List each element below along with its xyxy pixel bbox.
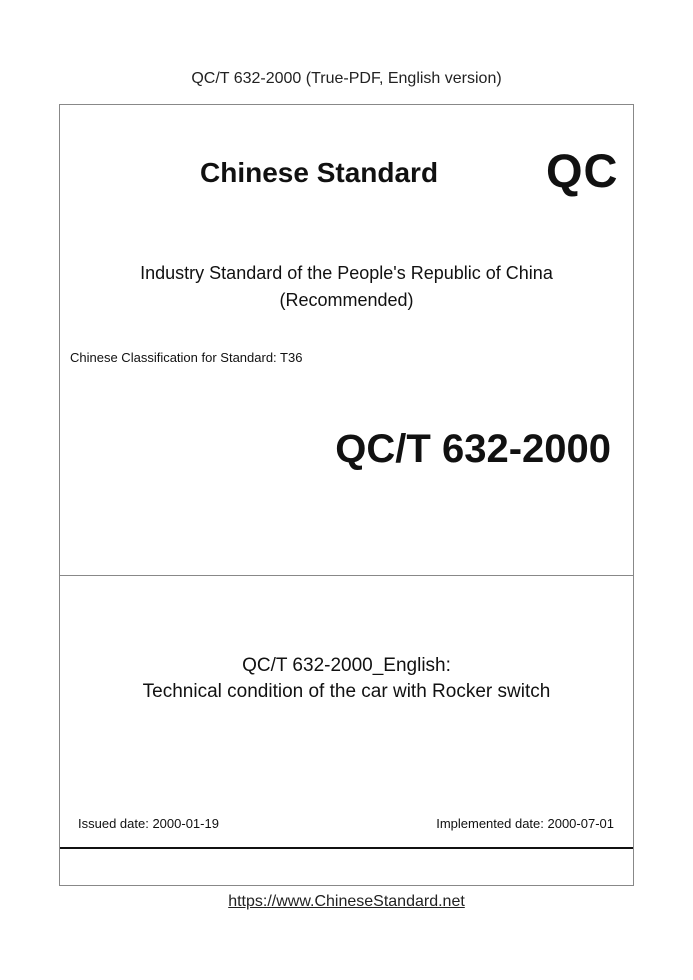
classification-text: Chinese Classification for Standard: T36 bbox=[70, 350, 303, 365]
running-header: QC/T 632-2000 (True-PDF, English version) bbox=[191, 70, 502, 87]
subtitle-line-1: Industry Standard of the People's Republic of China bbox=[140, 263, 553, 283]
document-title-line-1: QC/T 632-2000_English: bbox=[242, 655, 451, 676]
cover-title: Chinese Standard bbox=[200, 157, 439, 188]
cover-footer-box bbox=[60, 847, 633, 887]
issued-date: Issued date: 2000-01-19 bbox=[78, 816, 219, 831]
subtitle-line-2: (Recommended) bbox=[279, 290, 414, 310]
standard-number: QC/T 632-2000 bbox=[335, 427, 611, 471]
subtitle bbox=[60, 260, 633, 314]
cover-frame bbox=[59, 104, 634, 886]
document-title-line-2: Technical condition of the car with Rocker switch bbox=[142, 681, 551, 702]
website-link[interactable]: https://www.ChineseStandard.net bbox=[228, 893, 465, 910]
implemented-date: Implemented date: 2000-07-01 bbox=[436, 816, 614, 831]
standard-mark: QC bbox=[546, 144, 619, 197]
document-title bbox=[60, 653, 633, 705]
section-divider bbox=[60, 575, 633, 576]
